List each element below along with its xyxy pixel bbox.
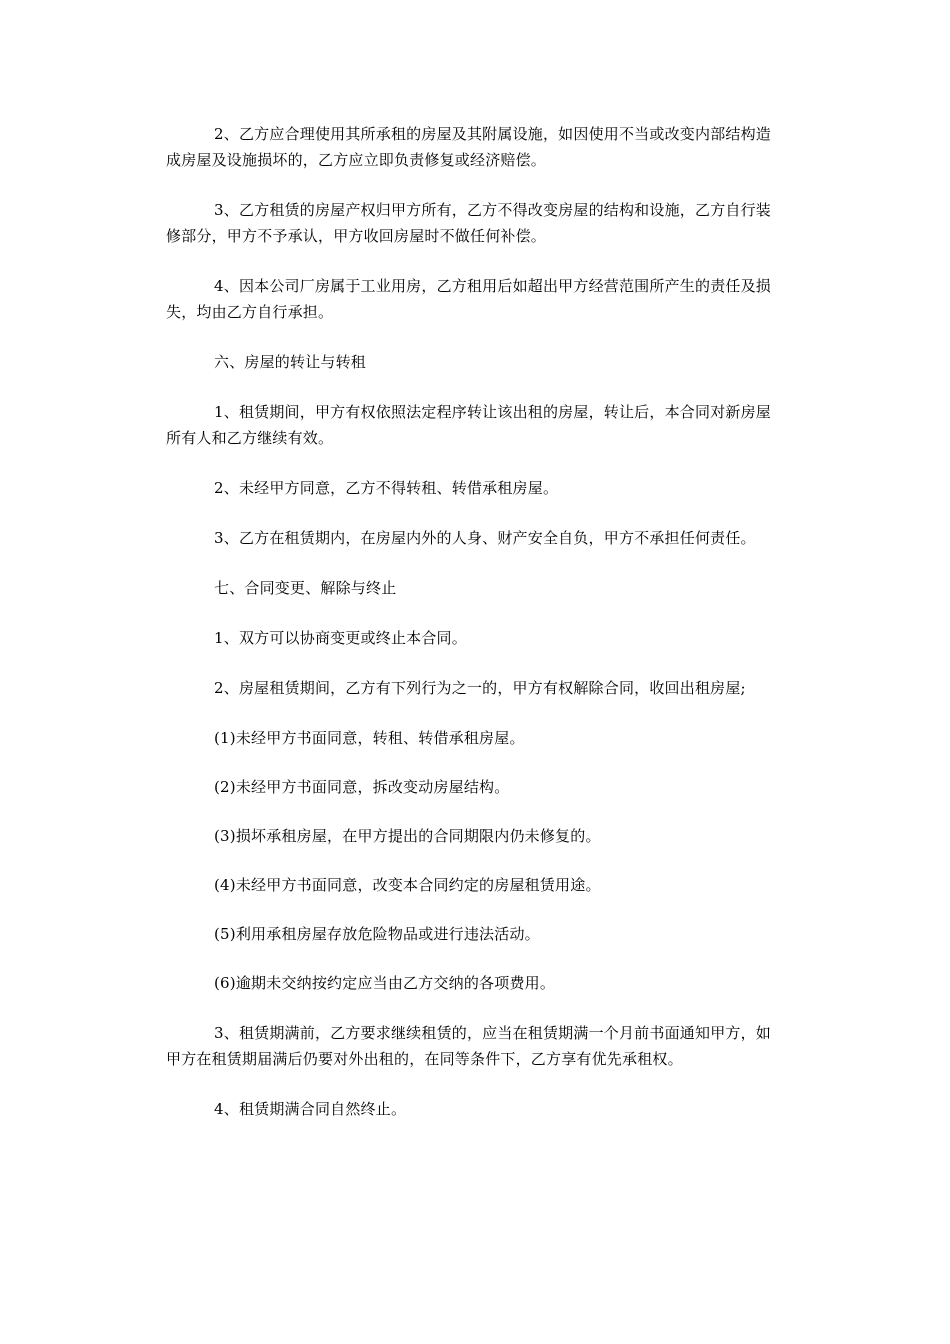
clause-7-2-item-5: (5)利用承租房屋存放危险物品或进行违法活动。: [214, 925, 540, 943]
clause-7-2: 2、房屋租赁期间，乙方有下列行为之一的，甲方有权解除合同，收回出租房屋;: [214, 679, 746, 697]
clause-7-2-item-2: (2)未经甲方书面同意，拆改变动房屋结构。: [214, 778, 510, 796]
document-page: [166, 121, 771, 1122]
clause-7-3: 3、租赁期满前，乙方要求继续租赁的，应当在租赁期满一个月前书面通知甲方，如甲方在租赁期届满后仍要对外出租的，在同等条件下，乙方享有优先承租权。: [166, 1024, 771, 1068]
section-heading-6: 六、房屋的转让与转租: [214, 353, 367, 371]
clause-7-2-item-1: (1)未经甲方书面同意，转租、转借承租房屋。: [214, 729, 525, 747]
clause-7-4: 4、租赁期满合同自然终止。: [214, 1100, 407, 1118]
clause-6-2: 2、未经甲方同意，乙方不得转租、转借承租房屋。: [214, 479, 559, 497]
clause-7-2-item-6: (6)逾期未交纳按约定应当由乙方交纳的各项费用。: [214, 974, 556, 992]
clause-5-4: 4、因本公司厂房属于工业用房，乙方租用后如超出甲方经营范围所产生的责任及损失，均由乙方自行承担。: [166, 277, 771, 321]
clause-7-1: 1、双方可以协商变更或终止本合同。: [214, 629, 467, 647]
clause-5-2: 2、乙方应合理使用其所承租的房屋及其附属设施，如因使用不当或改变内部结构造成房屋及设施损坏的，乙方应立即负责修复或经济赔偿。: [166, 125, 771, 169]
section-heading-7: 七、合同变更、解除与终止: [214, 579, 397, 597]
clause-7-2-item-3: (3)损坏承租房屋，在甲方提出的合同期限内仍未修复的。: [214, 827, 601, 845]
clause-5-3: 3、乙方租赁的房屋产权归甲方所有，乙方不得改变房屋的结构和设施，乙方自行装修部分，甲方不予承认，甲方收回房屋时不做任何补偿。: [166, 201, 771, 245]
clause-6-3: 3、乙方在租赁期内，在房屋内外的人身、财产安全自负，甲方不承担任何责任。: [214, 529, 756, 547]
clause-7-2-item-4: (4)未经甲方书面同意，改变本合同约定的房屋租赁用途。: [214, 876, 601, 894]
clause-6-1: 1、租赁期间，甲方有权依照法定程序转让该出租的房屋，转让后，本合同对新房屋所有人和乙方继续有效。: [166, 403, 771, 447]
